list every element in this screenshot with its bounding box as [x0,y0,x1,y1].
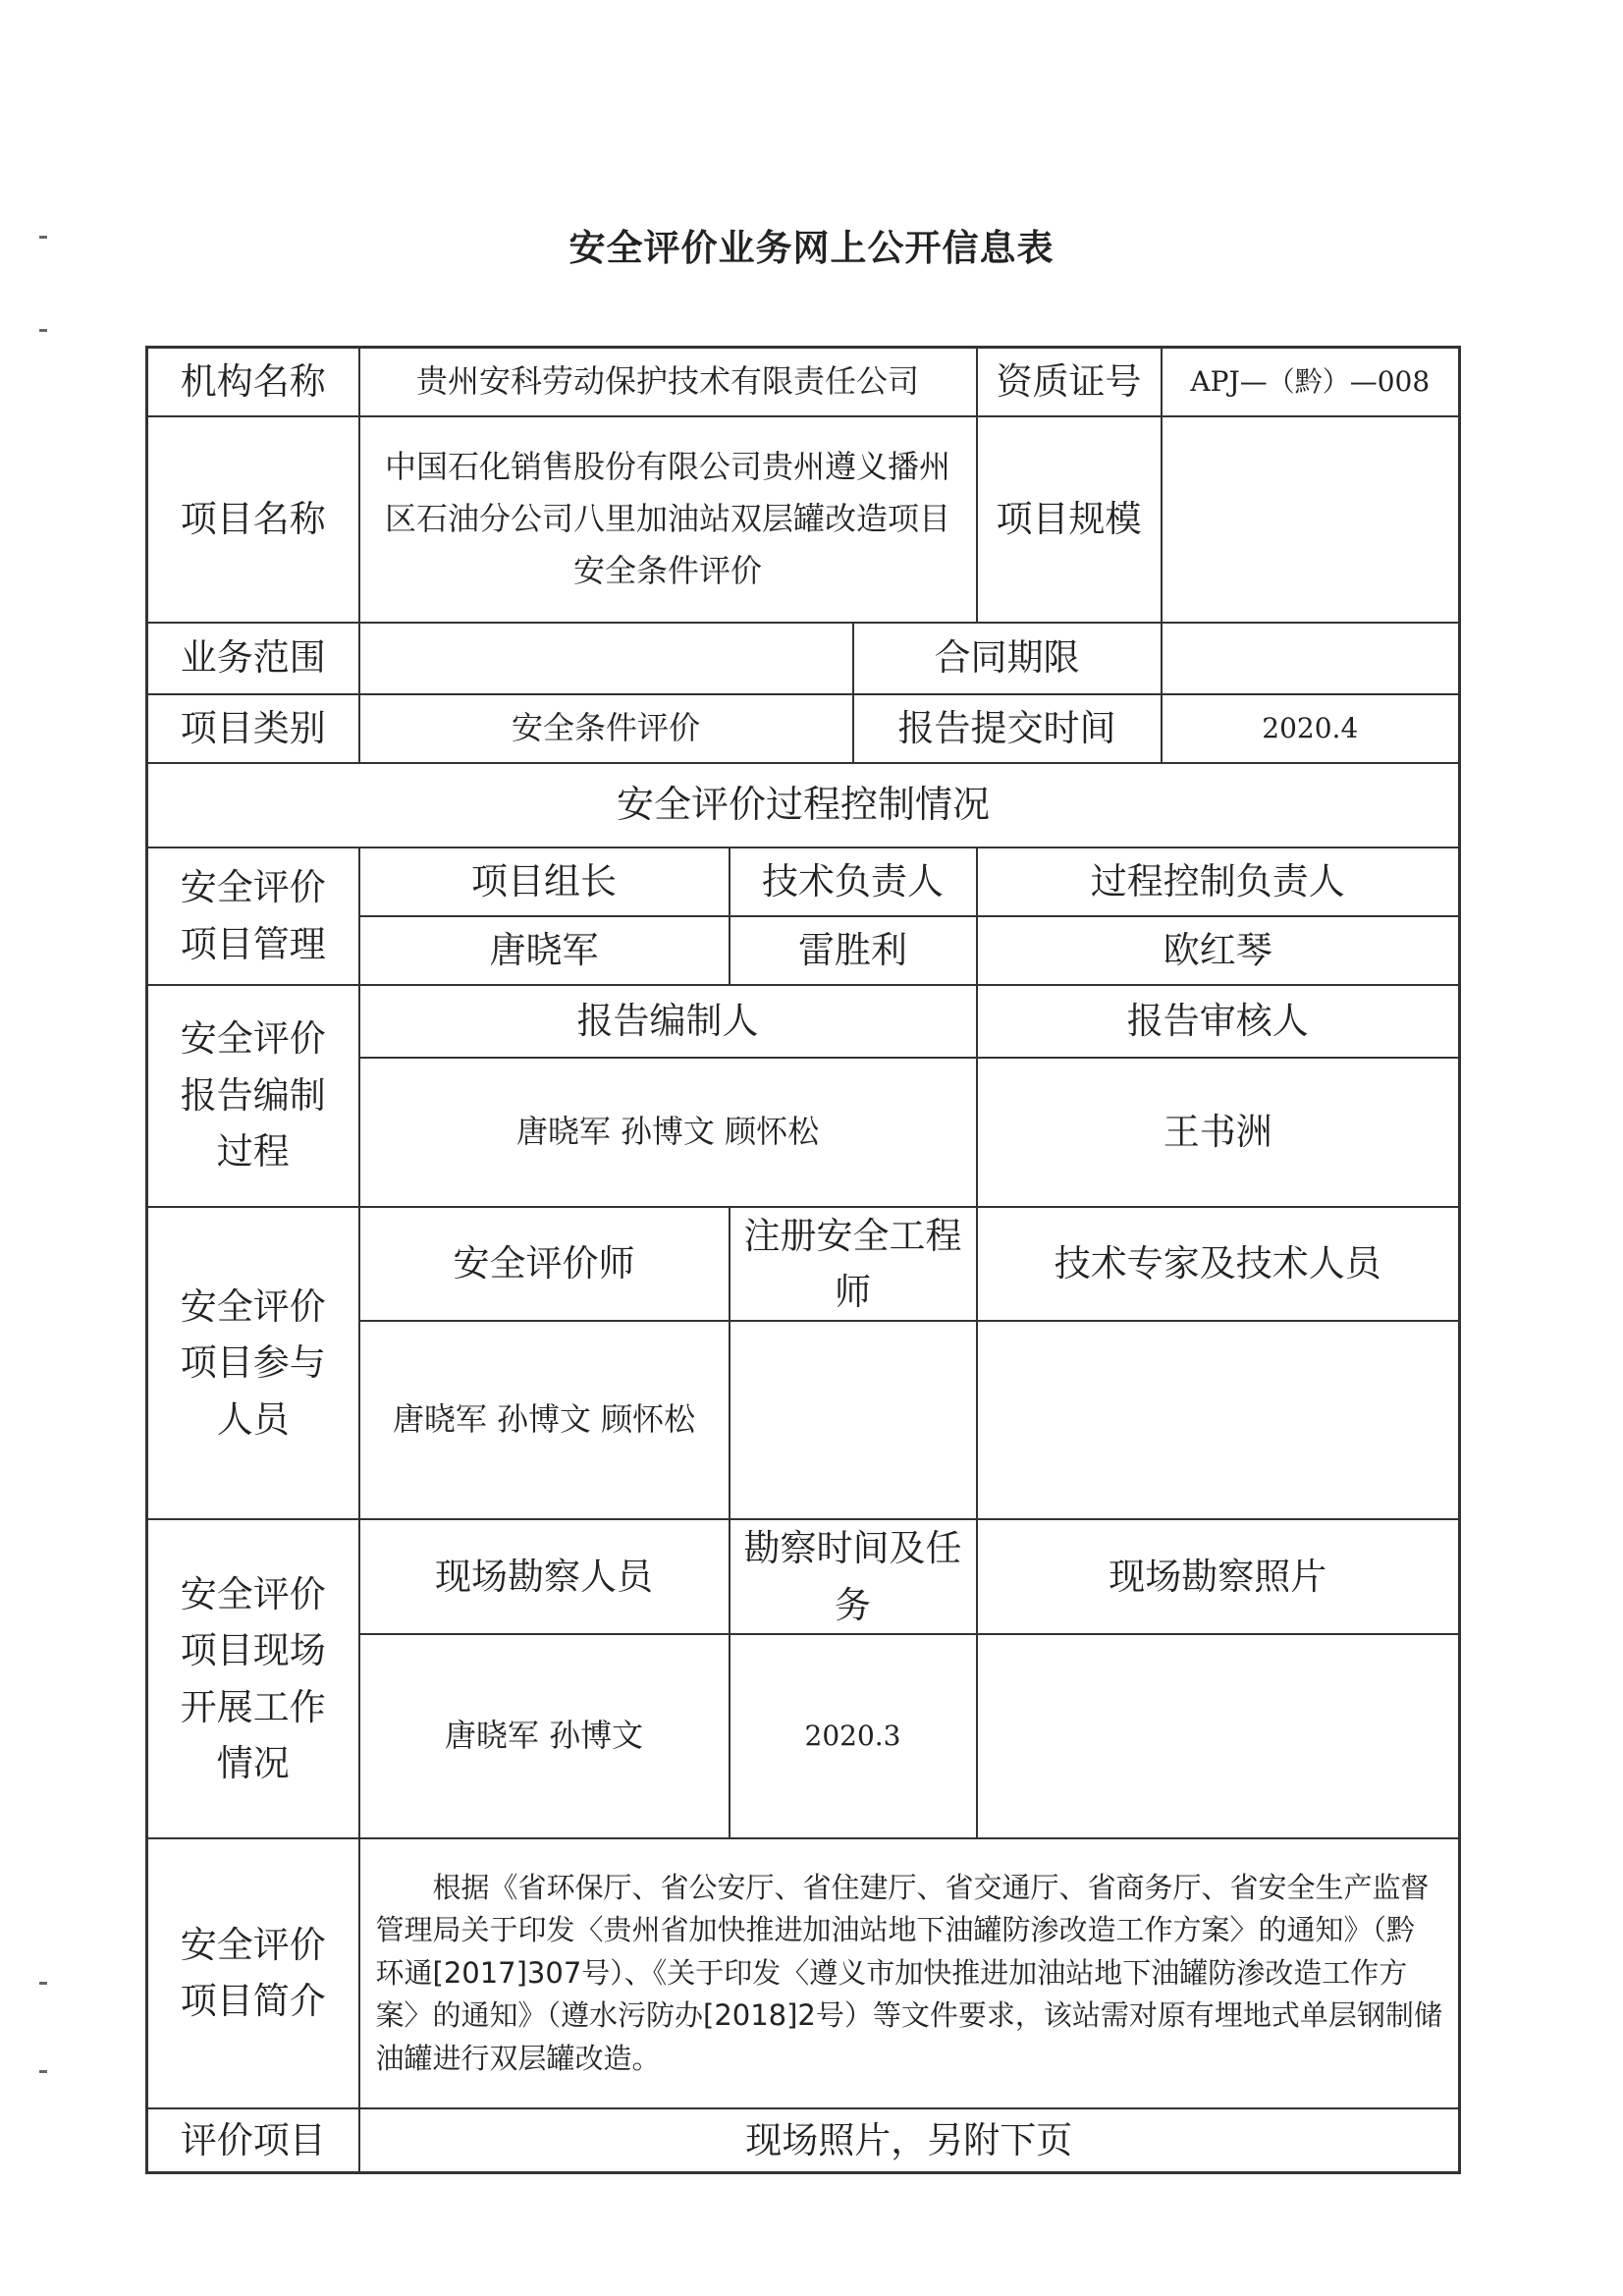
scan-mark [39,2070,47,2073]
report-label: 安全评价报告编制过程 [147,985,359,1207]
process-title: 安全评价过程控制情况 [147,763,1460,847]
site-value-time: 2020.3 [730,1634,977,1838]
management-header-control: 过程控制负责人 [977,847,1460,916]
business-row [147,623,1460,694]
project-value: 中国石化销售股份有限公司贵州遵义播州区石油分公司八里加油站双层罐改造项目安全条件评价 [359,416,977,623]
report-reviewer: 王书洲 [977,1058,1460,1207]
management-value-control: 欧红琴 [977,916,1460,985]
category-label: 项目类别 [147,694,359,763]
report-reviewer-header: 报告审核人 [977,985,1460,1058]
scale-value [1162,416,1460,623]
report-compiler-header: 报告编制人 [359,985,977,1058]
participants-value-evaluator: 唐晓军 孙博文 顾怀松 [359,1321,730,1519]
participants-header-row [147,1207,1460,1322]
scale-label: 项目规模 [977,416,1162,623]
org-value: 贵州安科劳动保护技术有限责任公司 [359,348,977,416]
evaluation-row [147,2108,1460,2173]
site-value-photo [977,1634,1460,1838]
participants-label: 安全评价项目参与人员 [147,1207,359,1520]
participants-header-engineer: 注册安全工程师 [730,1207,977,1322]
submit-label: 报告提交时间 [853,694,1162,763]
site-header-staff: 现场勘察人员 [359,1519,730,1634]
participants-value-expert [977,1321,1460,1519]
business-label: 业务范围 [147,623,359,694]
project-label: 项目名称 [147,416,359,623]
site-value-staff: 唐晓军 孙博文 [359,1634,730,1838]
org-label: 机构名称 [147,348,359,416]
site-label: 安全评价项目现场开展工作情况 [147,1519,359,1838]
site-header-row [147,1519,1460,1634]
site-header-time: 勘察时间及任务 [730,1519,977,1634]
scan-mark [39,329,47,332]
site-header-photo: 现场勘察照片 [977,1519,1460,1634]
brief-row [147,1838,1460,2108]
org-row [147,348,1460,416]
evaluation-label: 评价项目 [147,2108,359,2173]
scan-mark [39,1982,47,1985]
page-title: 安全评价业务网上公开信息表 [568,227,1055,269]
management-value-leader: 唐晓军 [359,916,730,985]
contract-value [1162,623,1460,694]
management-label: 安全评价项目管理 [147,847,359,985]
participants-header-evaluator: 安全评价师 [359,1207,730,1322]
contract-label: 合同期限 [853,623,1162,694]
process-title-row [147,763,1460,847]
category-value: 安全条件评价 [359,694,853,763]
management-header-tech: 技术负责人 [730,847,977,916]
management-value-tech: 雷胜利 [730,916,977,985]
cert-label: 资质证号 [977,348,1162,416]
cert-value: APJ—（黔）—008 [1162,348,1460,416]
brief-text: 根据《省环保厅、省公安厅、省住建厅、省交通厅、省商务厅、省安全生产监督管理局关于印发〈贵州省加快推进加油站地下油罐防渗改造工作方案〉的通知》（黔环通[2017]307号）、《关于印发〈遵义市加快推进加油站地下油罐防渗改造工作方案〉的通知》（遵水污防办[2018]2号）等文件要求，该站需对原有埋地式单层钢制储油罐进行双层罐改造。 [359,1838,1460,2108]
report-header-row [147,985,1460,1058]
participants-header-expert: 技术专家及技术人员 [977,1207,1460,1322]
management-header-leader: 项目组长 [359,847,730,916]
category-row [147,694,1460,763]
project-row [147,416,1460,623]
management-header-row [147,847,1460,916]
submit-value: 2020.4 [1162,694,1460,763]
brief-label: 安全评价项目简介 [147,1838,359,2108]
participants-value-engineer [730,1321,977,1519]
report-compilers: 唐晓军 孙博文 顾怀松 [359,1058,977,1207]
evaluation-value: 现场照片，另附下页 [359,2108,1460,2173]
business-value [359,623,853,694]
info-table [145,346,1461,2174]
